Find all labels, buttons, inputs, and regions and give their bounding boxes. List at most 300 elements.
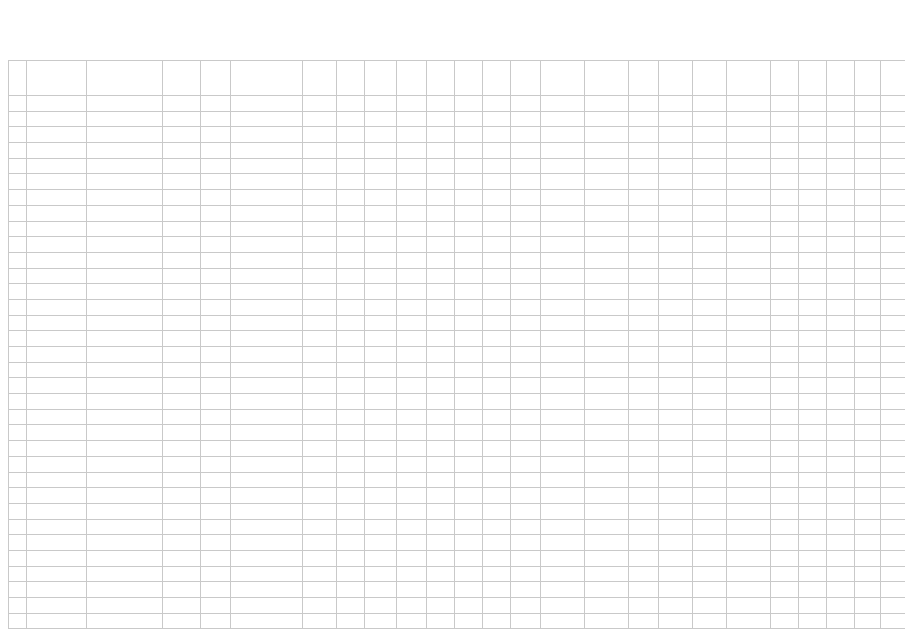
table-cell xyxy=(303,519,337,535)
table-cell xyxy=(541,252,585,268)
table-cell xyxy=(855,221,881,237)
table-cell xyxy=(231,409,303,425)
table-cell xyxy=(427,158,455,174)
column-header xyxy=(163,61,201,96)
table-cell xyxy=(629,299,659,315)
table-cell xyxy=(881,566,905,582)
table-cell xyxy=(659,425,693,441)
table-cell xyxy=(365,503,397,519)
table-cell xyxy=(585,409,629,425)
table-cell xyxy=(629,362,659,378)
table-cell xyxy=(881,488,905,504)
table-cell xyxy=(585,535,629,551)
table-row xyxy=(9,331,905,347)
table-cell xyxy=(483,472,511,488)
table-cell xyxy=(201,613,231,629)
table-cell xyxy=(693,284,727,300)
table-cell xyxy=(231,378,303,394)
table-cell xyxy=(727,425,771,441)
table-cell xyxy=(541,205,585,221)
table-cell xyxy=(303,425,337,441)
table-cell xyxy=(201,519,231,535)
table-cell xyxy=(397,174,427,190)
table-cell xyxy=(855,190,881,206)
table-cell xyxy=(87,441,163,457)
table-cell xyxy=(659,268,693,284)
table-cell xyxy=(771,252,799,268)
table-cell xyxy=(511,315,541,331)
table-cell xyxy=(771,347,799,363)
table-cell xyxy=(231,362,303,378)
table-cell xyxy=(397,456,427,472)
table-cell xyxy=(659,550,693,566)
table-cell xyxy=(727,394,771,410)
table-cell xyxy=(855,299,881,315)
table-cell xyxy=(397,598,427,614)
table-cell xyxy=(483,284,511,300)
table-cell xyxy=(303,111,337,127)
table-cell xyxy=(231,472,303,488)
table-cell xyxy=(365,378,397,394)
table-cell xyxy=(881,472,905,488)
table-cell xyxy=(727,456,771,472)
table-cell xyxy=(365,174,397,190)
table-cell xyxy=(855,237,881,253)
table-cell xyxy=(541,456,585,472)
table-cell xyxy=(483,582,511,598)
table-cell xyxy=(87,111,163,127)
table-cell xyxy=(771,394,799,410)
table-cell xyxy=(483,613,511,629)
table-cell xyxy=(87,472,163,488)
table-cell xyxy=(827,425,855,441)
table-cell xyxy=(427,425,455,441)
table-cell xyxy=(511,174,541,190)
table-cell xyxy=(27,111,87,127)
table-cell xyxy=(397,205,427,221)
table-cell xyxy=(365,456,397,472)
table-cell xyxy=(511,284,541,300)
table-cell xyxy=(427,550,455,566)
table-cell xyxy=(427,268,455,284)
table-cell xyxy=(881,503,905,519)
table-cell xyxy=(231,582,303,598)
table-cell xyxy=(427,143,455,159)
table-cell xyxy=(855,252,881,268)
table-cell xyxy=(483,519,511,535)
table-cell xyxy=(799,111,827,127)
table-cell xyxy=(629,582,659,598)
table-cell xyxy=(365,331,397,347)
table-cell xyxy=(337,205,365,221)
column-header xyxy=(87,61,163,96)
table-cell xyxy=(771,143,799,159)
table-cell xyxy=(231,237,303,253)
table-cell xyxy=(855,158,881,174)
table-cell xyxy=(727,158,771,174)
table-cell xyxy=(303,582,337,598)
table-cell xyxy=(455,143,483,159)
table-cell xyxy=(87,362,163,378)
table-cell xyxy=(201,535,231,551)
table-cell xyxy=(827,284,855,300)
table-cell xyxy=(87,315,163,331)
table-cell xyxy=(541,284,585,300)
table-cell xyxy=(163,111,201,127)
data-table xyxy=(8,60,905,629)
table-cell xyxy=(163,598,201,614)
table-cell xyxy=(693,566,727,582)
table-cell xyxy=(881,550,905,566)
table-cell xyxy=(27,331,87,347)
table-cell xyxy=(693,456,727,472)
table-cell xyxy=(541,409,585,425)
table-cell xyxy=(827,488,855,504)
table-cell xyxy=(693,299,727,315)
table-cell xyxy=(397,613,427,629)
table-cell xyxy=(799,378,827,394)
table-cell xyxy=(87,205,163,221)
table-cell xyxy=(483,535,511,551)
table-cell xyxy=(163,409,201,425)
table-cell xyxy=(629,613,659,629)
table-cell xyxy=(799,143,827,159)
column-header xyxy=(455,61,483,96)
table-cell xyxy=(855,472,881,488)
table-row xyxy=(9,566,905,582)
table-cell xyxy=(483,598,511,614)
table-cell xyxy=(659,111,693,127)
table-cell xyxy=(693,315,727,331)
table-cell xyxy=(163,331,201,347)
table-cell xyxy=(881,190,905,206)
table-cell xyxy=(9,362,27,378)
table-cell xyxy=(541,96,585,112)
table-cell xyxy=(337,378,365,394)
table-cell xyxy=(541,221,585,237)
table-cell xyxy=(881,205,905,221)
table-cell xyxy=(799,268,827,284)
table-cell xyxy=(727,472,771,488)
table-cell xyxy=(727,378,771,394)
table-cell xyxy=(799,331,827,347)
table-row xyxy=(9,205,905,221)
table-cell xyxy=(231,221,303,237)
table-cell xyxy=(799,347,827,363)
table-cell xyxy=(231,315,303,331)
table-cell xyxy=(483,190,511,206)
table-cell xyxy=(511,378,541,394)
table-row xyxy=(9,190,905,206)
table-row xyxy=(9,472,905,488)
table-cell xyxy=(483,143,511,159)
table-cell xyxy=(881,221,905,237)
table-cell xyxy=(881,362,905,378)
table-cell xyxy=(87,96,163,112)
table-cell xyxy=(201,221,231,237)
table-cell xyxy=(27,237,87,253)
table-cell xyxy=(27,284,87,300)
table-row xyxy=(9,394,905,410)
table-cell xyxy=(511,237,541,253)
table-cell xyxy=(9,315,27,331)
table-cell xyxy=(87,158,163,174)
table-cell xyxy=(27,582,87,598)
table-cell xyxy=(337,284,365,300)
column-header xyxy=(427,61,455,96)
table-cell xyxy=(231,190,303,206)
table-cell xyxy=(827,221,855,237)
table-cell xyxy=(771,299,799,315)
table-cell xyxy=(163,347,201,363)
table-cell xyxy=(827,503,855,519)
table-cell xyxy=(455,237,483,253)
table-cell xyxy=(585,347,629,363)
table-cell xyxy=(881,378,905,394)
table-cell xyxy=(337,503,365,519)
table-cell xyxy=(455,221,483,237)
table-cell xyxy=(427,613,455,629)
table-cell xyxy=(855,331,881,347)
table-body xyxy=(9,96,905,629)
table-cell xyxy=(799,205,827,221)
table-row xyxy=(9,111,905,127)
table-cell xyxy=(855,174,881,190)
table-cell xyxy=(585,143,629,159)
table-cell xyxy=(585,456,629,472)
table-cell xyxy=(827,378,855,394)
table-cell xyxy=(855,598,881,614)
table-cell xyxy=(727,174,771,190)
table-cell xyxy=(365,535,397,551)
table-cell xyxy=(337,127,365,143)
table-cell xyxy=(87,535,163,551)
table-cell xyxy=(163,535,201,551)
table-cell xyxy=(397,96,427,112)
table-cell xyxy=(163,158,201,174)
table-row xyxy=(9,441,905,457)
table-cell xyxy=(27,96,87,112)
table-cell xyxy=(27,221,87,237)
table-cell xyxy=(201,158,231,174)
table-cell xyxy=(881,127,905,143)
table-cell xyxy=(231,284,303,300)
table-cell xyxy=(9,143,27,159)
column-header xyxy=(365,61,397,96)
table-cell xyxy=(881,613,905,629)
table-cell xyxy=(365,441,397,457)
table-cell xyxy=(27,127,87,143)
table-cell xyxy=(827,96,855,112)
table-cell xyxy=(201,347,231,363)
table-cell xyxy=(87,503,163,519)
table-row xyxy=(9,284,905,300)
table-cell xyxy=(365,566,397,582)
table-cell xyxy=(163,550,201,566)
table-cell xyxy=(9,299,27,315)
table-cell xyxy=(855,96,881,112)
table-cell xyxy=(827,299,855,315)
table-cell xyxy=(337,347,365,363)
table-cell xyxy=(201,566,231,582)
table-cell xyxy=(27,519,87,535)
table-cell xyxy=(855,503,881,519)
table-cell xyxy=(541,174,585,190)
table-cell xyxy=(693,221,727,237)
table-cell xyxy=(771,488,799,504)
table-cell xyxy=(337,425,365,441)
table-cell xyxy=(163,472,201,488)
table-cell xyxy=(365,582,397,598)
table-cell xyxy=(483,394,511,410)
table-cell xyxy=(483,205,511,221)
table-cell xyxy=(855,394,881,410)
table-cell xyxy=(231,158,303,174)
table-cell xyxy=(511,143,541,159)
table-cell xyxy=(881,394,905,410)
table-cell xyxy=(511,252,541,268)
table-cell xyxy=(163,143,201,159)
table-cell xyxy=(303,394,337,410)
table-cell xyxy=(231,488,303,504)
table-cell xyxy=(337,519,365,535)
table-cell xyxy=(799,127,827,143)
table-cell xyxy=(693,378,727,394)
table-cell xyxy=(659,503,693,519)
table-cell xyxy=(799,535,827,551)
table-cell xyxy=(201,252,231,268)
table-cell xyxy=(799,315,827,331)
table-cell xyxy=(827,190,855,206)
table-cell xyxy=(771,268,799,284)
table-cell xyxy=(231,96,303,112)
table-cell xyxy=(397,535,427,551)
table-cell xyxy=(585,252,629,268)
table-cell xyxy=(541,158,585,174)
table-cell xyxy=(397,409,427,425)
table-cell xyxy=(231,394,303,410)
table-cell xyxy=(827,472,855,488)
table-cell xyxy=(163,613,201,629)
table-cell xyxy=(231,111,303,127)
table-cell xyxy=(231,441,303,457)
table-cell xyxy=(541,127,585,143)
table-cell xyxy=(727,127,771,143)
table-cell xyxy=(201,582,231,598)
table-cell xyxy=(881,96,905,112)
table-cell xyxy=(231,535,303,551)
table-cell xyxy=(483,111,511,127)
table-cell xyxy=(727,566,771,582)
column-header xyxy=(303,61,337,96)
table-cell xyxy=(427,394,455,410)
table-cell xyxy=(231,425,303,441)
table-cell xyxy=(541,550,585,566)
table-cell xyxy=(511,394,541,410)
table-cell xyxy=(511,519,541,535)
table-cell xyxy=(541,566,585,582)
table-cell xyxy=(693,472,727,488)
table-cell xyxy=(303,456,337,472)
table-cell xyxy=(201,237,231,253)
table-cell xyxy=(163,127,201,143)
table-cell xyxy=(397,268,427,284)
table-cell xyxy=(585,488,629,504)
table-cell xyxy=(799,362,827,378)
table-cell xyxy=(397,347,427,363)
table-cell xyxy=(881,331,905,347)
table-cell xyxy=(855,284,881,300)
table-cell xyxy=(799,96,827,112)
table-cell xyxy=(9,519,27,535)
table-cell xyxy=(727,221,771,237)
table-cell xyxy=(799,425,827,441)
table-cell xyxy=(87,143,163,159)
table-cell xyxy=(27,456,87,472)
table-cell xyxy=(659,456,693,472)
table-cell xyxy=(585,190,629,206)
table-cell xyxy=(201,472,231,488)
table-cell xyxy=(659,441,693,457)
table-cell xyxy=(771,111,799,127)
table-cell xyxy=(163,582,201,598)
table-cell xyxy=(483,268,511,284)
table-cell xyxy=(87,252,163,268)
table-cell xyxy=(455,550,483,566)
table-cell xyxy=(427,252,455,268)
table-cell xyxy=(771,550,799,566)
table-cell xyxy=(727,111,771,127)
table-cell xyxy=(771,237,799,253)
table-cell xyxy=(727,284,771,300)
table-cell xyxy=(427,315,455,331)
table-cell xyxy=(337,190,365,206)
table-cell xyxy=(727,252,771,268)
table-cell xyxy=(855,425,881,441)
table-cell xyxy=(511,535,541,551)
column-header xyxy=(231,61,303,96)
table-cell xyxy=(727,268,771,284)
table-cell xyxy=(881,315,905,331)
table-cell xyxy=(201,315,231,331)
table-cell xyxy=(397,566,427,582)
table-cell xyxy=(337,566,365,582)
table-cell xyxy=(483,331,511,347)
table-cell xyxy=(855,362,881,378)
table-cell xyxy=(483,299,511,315)
table-cell xyxy=(455,613,483,629)
table-cell xyxy=(87,237,163,253)
table-cell xyxy=(693,362,727,378)
table-cell xyxy=(9,237,27,253)
table-cell xyxy=(541,613,585,629)
table-cell xyxy=(659,221,693,237)
table-cell xyxy=(659,378,693,394)
table-cell xyxy=(9,582,27,598)
table-cell xyxy=(629,96,659,112)
table-cell xyxy=(585,111,629,127)
table-cell xyxy=(629,127,659,143)
table-cell xyxy=(365,284,397,300)
table-cell xyxy=(231,143,303,159)
table-cell xyxy=(855,143,881,159)
table-cell xyxy=(585,315,629,331)
table-cell xyxy=(163,566,201,582)
table-cell xyxy=(693,347,727,363)
table-cell xyxy=(9,456,27,472)
column-header xyxy=(585,61,629,96)
table-cell xyxy=(511,190,541,206)
